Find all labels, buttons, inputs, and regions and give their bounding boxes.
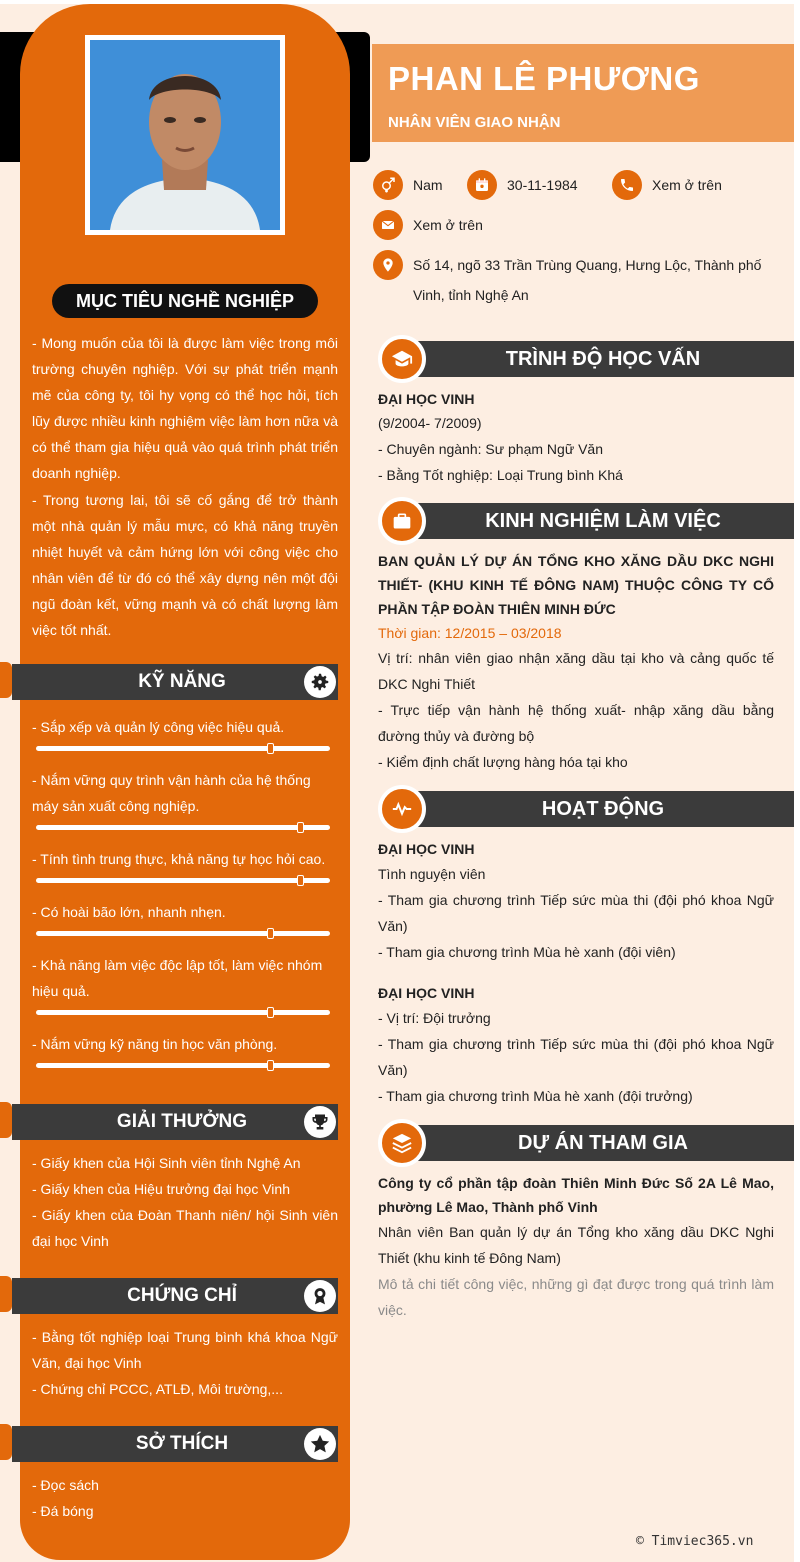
project-description: Mô tả chi tiết công việc, những gì đạt được trong quá trình làm việc. [378,1276,774,1318]
skill-bar [36,1010,330,1015]
activity-item: - Tham gia chương trình Mùa hè xanh (đội viên) [378,944,676,960]
project-company: Công ty cổ phần tập đoàn Thiên Minh Đức Số 2A Lê Mao, phường Lê Mao, Thành phố Vinh [378,1175,774,1215]
skill-level-knob [297,822,304,833]
skill-bar [36,1063,330,1068]
activity-role: Tình nguyện viên [378,866,486,882]
education-school: ĐẠI HỌC VINH [378,391,475,407]
name-banner [372,44,794,142]
projects-header: DỰ ÁN THAM GIA [412,1125,794,1161]
certificate-item: - Bằng tốt nghiệp loại Trung bình khá khoa Ngữ Văn, đại học Vinh [32,1329,338,1371]
candidate-name: PHAN LÊ PHƯƠNG [388,60,700,97]
skills-header [12,664,338,700]
activities-header: HOẠT ĐỘNG [412,791,794,827]
graduation-cap-icon [378,335,426,383]
award-item: - Giấy khen của Hội Sinh viên tỉnh Nghệ An [32,1155,301,1171]
activity-item: - Tham gia chương trình Tiếp sức mùa thi (đội phó khoa Ngữ Văn) [378,892,774,934]
job-title: NHÂN VIÊN GIAO NHẬN [388,114,561,131]
calendar-icon [467,170,497,200]
skill-level-knob [297,875,304,886]
award-item: - Giấy khen của Đoàn Thanh niên/ hội Sinh viên đại học Vinh [32,1207,338,1249]
activity-item: - Tham gia chương trình Tiếp sức mùa thi (đội phó khoa Ngữ Văn) [378,1036,774,1078]
hobbies-header [12,1426,338,1462]
medal-icon [304,1280,336,1312]
experience-duty: - Kiểm định chất lượng hàng hóa tại kho [378,754,628,770]
birthdate-value: 30-11-1984 [507,177,578,193]
skill-label: - Nắm vững quy trình vận hành của hệ thống máy sản xuất công nghiệp. [32,772,311,814]
education-major: - Chuyên ngành: Sư phạm Ngữ Văn [378,441,603,457]
location-icon [373,250,403,280]
skill-bar [36,931,330,936]
objective-title: MỤC TIÊU NGHỀ NGHIỆP [52,284,318,318]
skill-level-knob [267,1060,274,1071]
portrait-photo-icon [90,40,280,230]
skill-label: - Nắm vững kỹ năng tin học văn phòng. [32,1036,278,1052]
phone-value: Xem ở trên [652,177,722,193]
gear-icon [304,666,336,698]
certificates-nub [0,1276,12,1312]
hobbies-nub [0,1424,12,1460]
cv-page [0,4,794,1562]
skill-label: - Tính tình trung thực, khả năng tự học hỏi cao. [32,851,326,867]
skills-nub [0,662,12,698]
address-line-1: Số 14, ngõ 33 Trần Trùng Quang, Hưng Lộc, Thành phố [413,257,762,273]
activity-org: ĐẠI HỌC VINH [378,985,475,1001]
gender-value: Nam [413,177,443,193]
layers-icon [378,1119,426,1167]
certificates-header [12,1278,338,1314]
education-header: TRÌNH ĐỘ HỌC VẤN [412,341,794,377]
experience-position: Vị trí: nhân viên giao nhận xăng dầu tại kho và cảng quốc tế DKC Nghi Thiết [378,650,774,692]
activity-role: - Vị trí: Đội trưởng [378,1010,491,1026]
certificate-item: - Chứng chỉ PCCC, ATLĐ, Môi trường,... [32,1381,283,1397]
experience-duty: - Trực tiếp vận hành hệ thống xuất- nhập xăng dầu bằng đường thủy và đường bộ [378,702,774,744]
project-role: Nhân viên Ban quản lý dự án Tổng kho xăng dầu DKC Nghi Thiết (khu kinh tế Đông Nam) [378,1224,774,1266]
trophy-icon [304,1106,336,1138]
profile-photo [85,35,285,235]
briefcase-icon [378,497,426,545]
objective-paragraph-1: - Mong muốn của tôi là được làm việc trong môi trường chuyên nghiệp. Với sự phát triển mạnh mẽ của công ty, tôi hy vọng có thể học hỏi, tích lũy được nhiều kinh nghiệm việc làm hơn nữa và có thể tham gia hiệu quả vào quá trình phát triển doanh nghiệp. [32,335,338,481]
awards-nub [0,1102,12,1138]
email-icon [373,210,403,240]
pulse-icon [378,785,426,833]
hobby-item: - Đọc sách [32,1477,99,1493]
activity-org: ĐẠI HỌC VINH [378,841,475,857]
skills-title: KỸ NĂNG [138,671,226,692]
activity-item: - Tham gia chương trình Mùa hè xanh (đội trưởng) [378,1088,693,1104]
education-period: (9/2004- 7/2009) [378,415,482,431]
experience-company: BAN QUẢN LÝ DỰ ÁN TỔNG KHO XĂNG DẦU DKC NGHI THIẾT- (KHU KINH TẾ ĐÔNG NAM) THUỘC CÔNG TY CỔ PHẦN TẬP ĐOÀN THIÊN MINH ĐỨC [378,553,774,617]
awards-title: GIẢI THƯỞNG [116,1111,248,1132]
skill-label: - Sắp xếp và quản lý công việc hiệu quả. [32,719,285,735]
objective-paragraph-2: - Trong tương lai, tôi sẽ cố gắng để trở thành một nhà quản lý mẫu mực, có khả năng truyền nhiệt huyết và cảm hứng lớn với công việc cho nhân viên để từ đó có thể xây dựng nên một đội ngũ đoàn kết, vững mạnh và có chất lượng làm việc tốt nhất. [32,492,338,638]
hobbies-title: SỞ THÍCH [135,1433,229,1454]
phone-icon [612,170,642,200]
skill-bar [36,825,330,830]
certificates-title: CHỨNG CHỈ [127,1285,237,1306]
skill-label: - Có hoài bão lớn, nhanh nhẹn. [32,904,226,920]
experience-header: KINH NGHIỆM LÀM VIỆC [412,503,794,539]
education-degree: - Bằng Tốt nghiệp: Loại Trung bình Khá [378,467,623,483]
awards-header [12,1104,338,1140]
gender-icon [373,170,403,200]
star-icon [304,1428,336,1460]
email-value: Xem ở trên [413,217,483,233]
experience-time: Thời gian: 12/2015 – 03/2018 [378,625,562,641]
hobby-item: - Đá bóng [32,1503,94,1519]
skill-bar [36,878,330,883]
skill-level-knob [267,743,274,754]
award-item: - Giấy khen của Hiệu trưởng đại học Vinh [32,1181,290,1197]
skill-label: - Khả năng làm việc độc lập tốt, làm việc nhóm hiệu quả. [32,957,323,999]
address-line-2: Vinh, tỉnh Nghệ An [413,287,529,303]
skill-level-knob [267,928,274,939]
footer-copyright[interactable]: © Timviec365.vn [636,1534,754,1549]
skill-level-knob [267,1007,274,1018]
skill-bar [36,746,330,751]
